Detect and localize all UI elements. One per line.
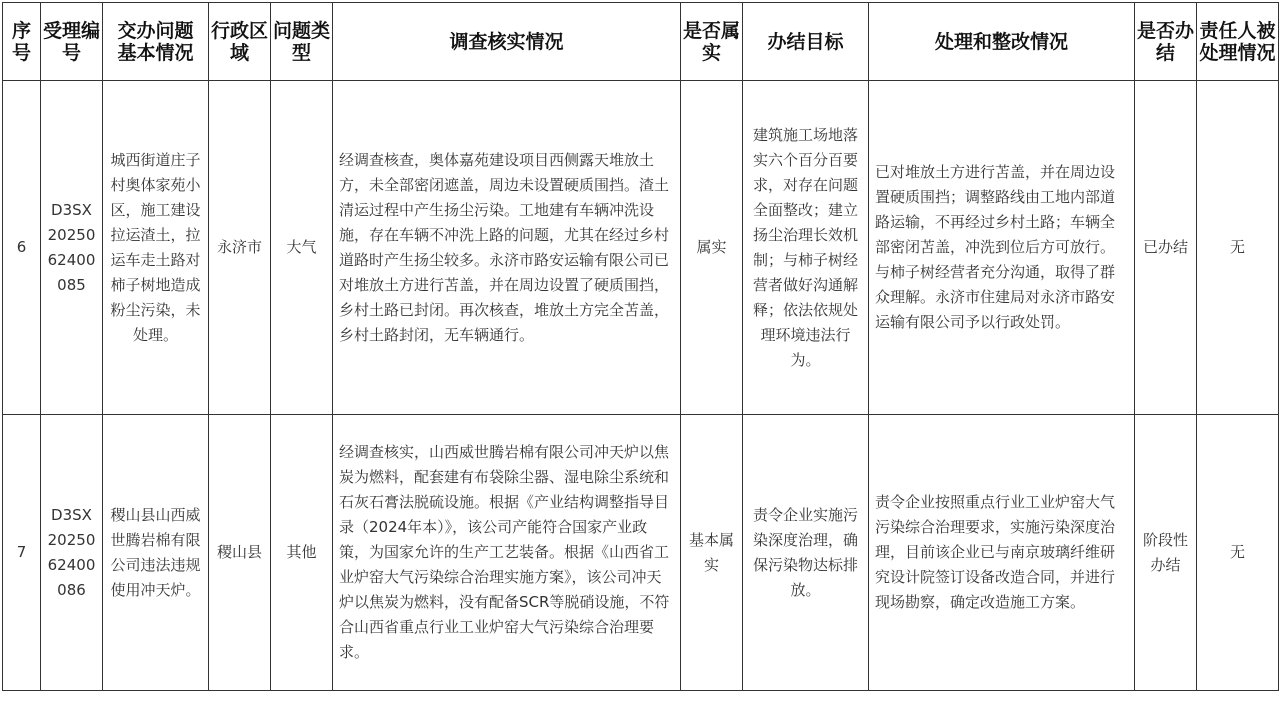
- header-concluded: 是否办结: [1135, 3, 1197, 81]
- cell-type: 大气: [271, 81, 333, 415]
- supervision-table: [2, 2, 1279, 691]
- cell-handling: 责令企业按照重点行业工业炉窑大气污染综合治理要求，实施污染深度治理，目前该企业已与南京玻璃纤维研究设计院签订设备改造合同，并进行现场勘察，确定改造施工方案。: [869, 415, 1135, 691]
- header-basic: 交办问题基本情况: [103, 3, 209, 81]
- cell-basic: 稷山县山西威世腾岩棉有限公司违法违规使用冲天炉。: [103, 415, 209, 691]
- cell-verified: 属实: [681, 81, 743, 415]
- header-verified: 是否属实: [681, 3, 743, 81]
- header-seq: 序号: [3, 3, 41, 81]
- cell-type: 其他: [271, 415, 333, 691]
- cell-investigation: 经调查核实，山西威世腾岩棉有限公司冲天炉以焦炭为燃料，配套建有布袋除尘器、湿电除尘系统和石灰石膏法脱硫设施。根据《产业结构调整指导目录（2024年本）》，该公司产能符合国家产业政策，为国家允许的生产工艺装备。根据《山西省工业炉窑大气污染综合治理实施方案》，该公司冲天炉以焦炭为燃料，没有配备SCR等脱硝设施，不符合山西省重点行业工业炉窑大气污染综合治理要求。: [333, 415, 681, 691]
- cell-case-no: D3SX2025062400086: [41, 415, 103, 691]
- cell-concluded: 阶段性办结: [1135, 415, 1197, 691]
- cell-basic: 城西街道庄子村奥体家苑小区，施工建设拉运渣土，拉运车走土路对柿子树地造成粉尘污染，未处理。: [103, 81, 209, 415]
- table-row: [3, 415, 1279, 691]
- cell-verified: 基本属实: [681, 415, 743, 691]
- cell-seq: 7: [3, 415, 41, 691]
- header-investigation: 调查核实情况: [333, 3, 681, 81]
- cell-seq: 6: [3, 81, 41, 415]
- cell-case-no: D3SX2025062400085: [41, 81, 103, 415]
- cell-accountability: 无: [1197, 81, 1279, 415]
- cell-region: 永济市: [209, 81, 271, 415]
- cell-goal: 建筑施工场地落实六个百分百要求，对存在问题全面整改；建立扬尘治理长效机制；与柿子树经营者做好沟通解释；依法依规处理环境违法行为。: [743, 81, 869, 415]
- header-type: 问题类型: [271, 3, 333, 81]
- cell-investigation: 经调查核查，奥体嘉苑建设项目西侧露天堆放土方，未全部密闭遮盖，周边未设置硬质围挡。渣土清运过程中产生扬尘污染。工地建有车辆冲洗设施，存在车辆不冲洗上路的问题，尤其在经过乡村道路时产生扬尘较多。永济市路安运输有限公司已对堆放土方进行苫盖，并在周边设置了硬质围挡，乡村土路已封闭。再次核查，堆放土方完全苫盖，乡村土路封闭，无车辆通行。: [333, 81, 681, 415]
- cell-goal: 责令企业实施污染深度治理，确保污染物达标排放。: [743, 415, 869, 691]
- cell-handling: 已对堆放土方进行苫盖，并在周边设置硬质围挡；调整路线由工地内部道路运输，不再经过乡村土路；车辆全部密闭苫盖，冲洗到位后方可放行。与柿子树经营者充分沟通，取得了群众理解。永济市住建局对永济市路安运输有限公司予以行政处罚。: [869, 81, 1135, 415]
- table-row: [3, 81, 1279, 415]
- cell-accountability: 无: [1197, 415, 1279, 691]
- header-row: [3, 3, 1279, 81]
- cell-concluded: 已办结: [1135, 81, 1197, 415]
- cell-region: 稷山县: [209, 415, 271, 691]
- header-accountability: 责任人被处理情况: [1197, 3, 1279, 81]
- header-goal: 办结目标: [743, 3, 869, 81]
- header-handling: 处理和整改情况: [869, 3, 1135, 81]
- header-region: 行政区域: [209, 3, 271, 81]
- header-case-no: 受理编号: [41, 3, 103, 81]
